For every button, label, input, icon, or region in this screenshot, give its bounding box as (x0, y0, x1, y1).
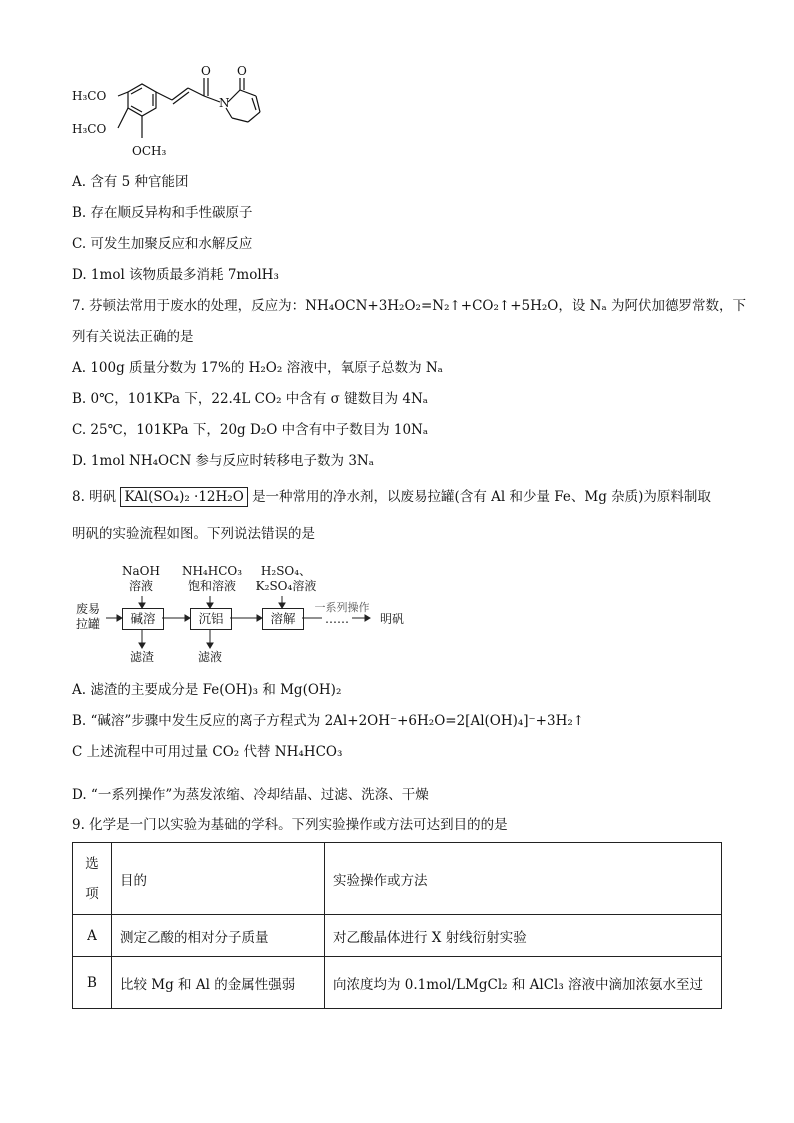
table-header-row (73, 843, 722, 915)
q7-stem-line2: 列有关说法正确的是 (72, 329, 194, 345)
q9-options-table (72, 842, 722, 1009)
carbonyl-oxygen-label: O (201, 64, 211, 78)
header-option: 选 项 (73, 843, 112, 915)
row-b-option: B (73, 957, 112, 1009)
row-b-method: 向浓度均为 0.1mol/LMgCl₂ 和 AlCl₃ 溶液中滴加浓氨水至过 (325, 957, 722, 1009)
q8-suffix: 是一种常用的净水剂，以废易拉罐(含有 Al 和少量 Fe、Mg 杂质)为原料制取 (252, 489, 711, 505)
q6-option-c: C. 可发生加聚反应和水解反应 (72, 236, 253, 252)
q8-option-a: A. 滤渣的主要成分是 Fe(OH)₃ 和 Mg(OH)₂ (72, 682, 342, 698)
row-a-option: A (73, 915, 112, 957)
table-row (73, 957, 722, 1009)
flow-box-dissolve: 溶解 (262, 608, 304, 630)
q8-stem-line1 (72, 487, 711, 507)
alum-flow-diagram (70, 562, 470, 672)
flow-waste-residue: 滤渣 (129, 650, 154, 664)
lactam-oxygen-label: O (237, 64, 247, 78)
row-a-goal: 测定乙酸的相对分子质量 (112, 915, 325, 957)
q7-option-d: D. 1mol NH₄OCN 参与反应时转移电子数为 3Nₐ (72, 453, 374, 469)
q7-option-b: B. 0℃，101KPa 下，22.4L CO₂ 中含有 σ 键数目为 4Nₐ (72, 391, 428, 407)
q8-option-b: B. “碱溶”步骤中发生反应的离子方程式为 2Al+2OH⁻+6H₂O=2[Al(OH)₄]⁻+3H₂↑ (72, 713, 585, 729)
header-method: 实验操作或方法 (325, 843, 722, 915)
row-b-goal: 比较 Mg 和 Al 的金属性强弱 (112, 957, 325, 1009)
q6-option-a: A. 含有 5 种官能团 (72, 174, 189, 190)
flow-arrows (70, 562, 470, 672)
molecule-structure (70, 60, 290, 160)
flow-reagent-naoh: NaOH 溶液 (122, 564, 160, 593)
q7-option-a: A. 100g 质量分数为 17%的 H₂O₂ 溶液中，氧原子总数为 Nₐ (72, 360, 443, 376)
flow-box-alkali-dissolve: 碱溶 (122, 608, 164, 630)
header-goal: 目的 (112, 843, 325, 915)
flow-reagent-h2so4: H₂SO₄、 K₂SO₄溶液 (255, 564, 317, 593)
q7-option-c: C. 25℃，101KPa 下，20g D₂O 中含有中子数目为 10Nₐ (72, 422, 429, 438)
flow-waste-filtrate: 滤液 (197, 650, 222, 664)
flow-product-alum: 明矾 (379, 612, 404, 626)
q8-prefix: 8. 明矾 (72, 489, 117, 505)
methoxy-label-1: H₃CO (72, 89, 107, 103)
q8-option-d: D. “一系列操作”为蒸发浓缩、冷却结晶、过滤、洗涤、干燥 (72, 787, 429, 803)
q6-option-b: B. 存在顺反异构和手性碳原子 (72, 205, 253, 221)
q8-stem-line2: 明矾的实验流程如图。下列说法错误的是 (72, 526, 315, 542)
flow-input-label: 废易 拉罐 (75, 602, 100, 631)
alum-formula: KAl(SO₄)₂ ·12H₂O (120, 487, 247, 507)
q9-stem: 9. 化学是一门以实验为基础的学科。下列实验操作或方法可达到目的的是 (72, 817, 508, 833)
row-a-method: 对乙酸晶体进行 X 射线衍射实验 (325, 915, 722, 957)
nitrogen-label: N (219, 96, 230, 110)
q8-option-c: C 上述流程中可用过量 CO₂ 代替 NH₄HCO₃ (72, 744, 343, 760)
flow-box-precipitate-al: 沉铝 (190, 608, 232, 630)
methoxy-label-3: OCH₃ (132, 144, 167, 158)
table-row (73, 915, 722, 957)
flow-reagent-nh4hco3: NH₄HCO₃ 饱和溶液 (181, 564, 243, 593)
q7-stem-line1: 7. 芬顿法常用于废水的处理，反应为：NH₄OCN+3H₂O₂=N₂↑+CO₂↑+5H₂O，设 Nₐ 为阿伏加德罗常数，下 (72, 298, 746, 314)
flow-series-operation: 一系列操作 (314, 601, 370, 614)
flow-dots: …… (325, 612, 349, 626)
methoxy-label-2: H₃CO (72, 122, 107, 136)
q6-option-d: D. 1mol 该物质最多消耗 7molH₃ (72, 267, 279, 283)
